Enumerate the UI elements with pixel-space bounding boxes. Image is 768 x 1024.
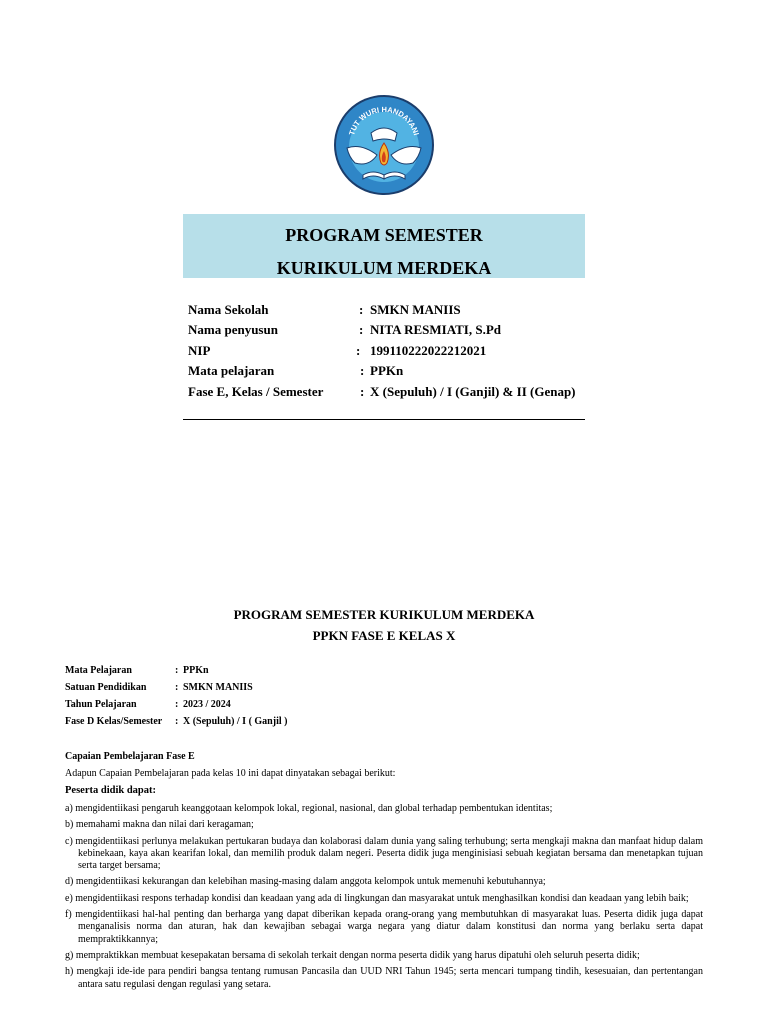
identity-label: NIP <box>188 342 211 358</box>
list-item: f) mengidentiikasi hal-hal penting dan berharga yang dapat diberikan kepada orang-orang yang membutuhkan di masyarakat luas. Peserta didik juga dapat menganalisis norma dan aturan, hak dan kewajiban sebagai warga negara yang diatur dalam konstitusi dan norma yang berlaku serta dapat mempraktikkannya; <box>65 909 703 945</box>
identity-colon: : <box>360 383 365 399</box>
cover-title-line1: PROGRAM SEMESTER <box>285 225 483 245</box>
list-item: a) mengidentiikasi pengaruh keanggotaan kelompok lokal, regional, nasional, dan global terhadap pembentukan identitas; <box>65 803 553 814</box>
cp-list <box>65 803 703 995</box>
cover-title-box <box>183 214 585 278</box>
list-item: h) mengkaji ide-ide para pendiri bangsa tentang rumusan Pancasila dan UUD NRI Tahun 1945; serta mencari tumpang tindih, kesesuaian, dan pertentangan antara satu regulasi dengan regulasi yang setara. <box>65 966 703 990</box>
cp-intro: Adapun Capaian Pembelajaran pada kelas 10 ini dapat dinyatakan sebagai berikut: <box>65 768 396 779</box>
identity-value: NITA RESMIATI, S.Pd <box>370 322 501 338</box>
section-title-line2: PPKN FASE E KELAS X <box>312 628 456 643</box>
info-label: Satuan Pendidikan <box>65 682 147 693</box>
list-item: d) mengidentiikasi kekurangan dan kelebihan masing-masing dalam anggota kelompok untuk memenuhi kebutuhannya; <box>65 876 546 888</box>
info-colon: : <box>175 682 179 693</box>
identity-label: Nama Sekolah <box>188 302 269 317</box>
cp-heading: Capaian Pembelajaran Fase E <box>65 751 195 762</box>
list-item: b) memahami makna dan nilai dari keragaman; <box>65 819 254 831</box>
section-title-line1: PROGRAM SEMESTER KURIKULUM MERDEKA <box>233 607 535 622</box>
info-value: 2023 / 2024 <box>183 699 231 710</box>
identity-value: SMKN MANIIS <box>370 302 461 317</box>
info-label: Mata Pelajaran <box>65 665 132 676</box>
cover-title-line2: KURIKULUM MERDEKA <box>276 258 492 278</box>
identity-value: 199110222022212021 <box>370 342 487 358</box>
tut-wuri-handayani-logo <box>333 93 435 198</box>
info-value: SMKN MANIIS <box>183 682 253 693</box>
identity-colon: : <box>360 363 365 379</box>
info-colon: : <box>175 665 179 676</box>
info-label: Tahun Pelajaran <box>65 699 137 710</box>
list-item: e) mengidentiikasi respons terhadap kondisi dan keadaan yang ada di lingkungan dan masyarakat untuk menghasilkan kondisi dan keadaan yang lebih baik; <box>65 892 689 904</box>
list-item: g) mempraktikkan membuat kesepakatan bersama di sekolah terkait dengan norma peserta didik yang harus dipatuhi oleh seluruh peserta didik; <box>65 949 640 961</box>
logo-motto: TUT WURI HANDAYANI <box>347 104 421 137</box>
cp-subheading: Peserta didik dapat: <box>65 785 157 796</box>
identity-value: X (Sepuluh) / I (Ganjil) & II (Genap) <box>370 383 576 399</box>
cover-divider <box>183 419 585 420</box>
identity-colon: : <box>359 322 364 338</box>
info-label: Fase D Kelas/Semester <box>65 716 163 727</box>
info-value: X (Sepuluh) / I ( Ganjil ) <box>183 716 288 727</box>
info-colon: : <box>175 716 179 727</box>
identity-label: Nama penyusun <box>188 322 278 338</box>
identity-label: Mata pelajaran <box>188 363 275 379</box>
identity-colon: : <box>359 302 364 317</box>
identity-label: Fase E, Kelas / Semester <box>188 383 324 399</box>
info-colon: : <box>175 699 179 710</box>
identity-colon: : <box>356 342 361 358</box>
identity-value: PPKn <box>370 363 404 379</box>
info-value: PPKn <box>183 665 209 676</box>
list-item: c) mengidentiikasi perlunya melakukan pertukaran budaya dan kolaborasi dalam dunia yang saling terhubung; serta mengkaji makna dan manfaat hidup dalam kebinekaan, kaya akan kearifan lokal, dan memilih produk dalam negeri. Peserta didik juga menginisiasi sebuah kegiatan bersama dan menetapkan tujuan serta target bersama; <box>65 835 703 872</box>
